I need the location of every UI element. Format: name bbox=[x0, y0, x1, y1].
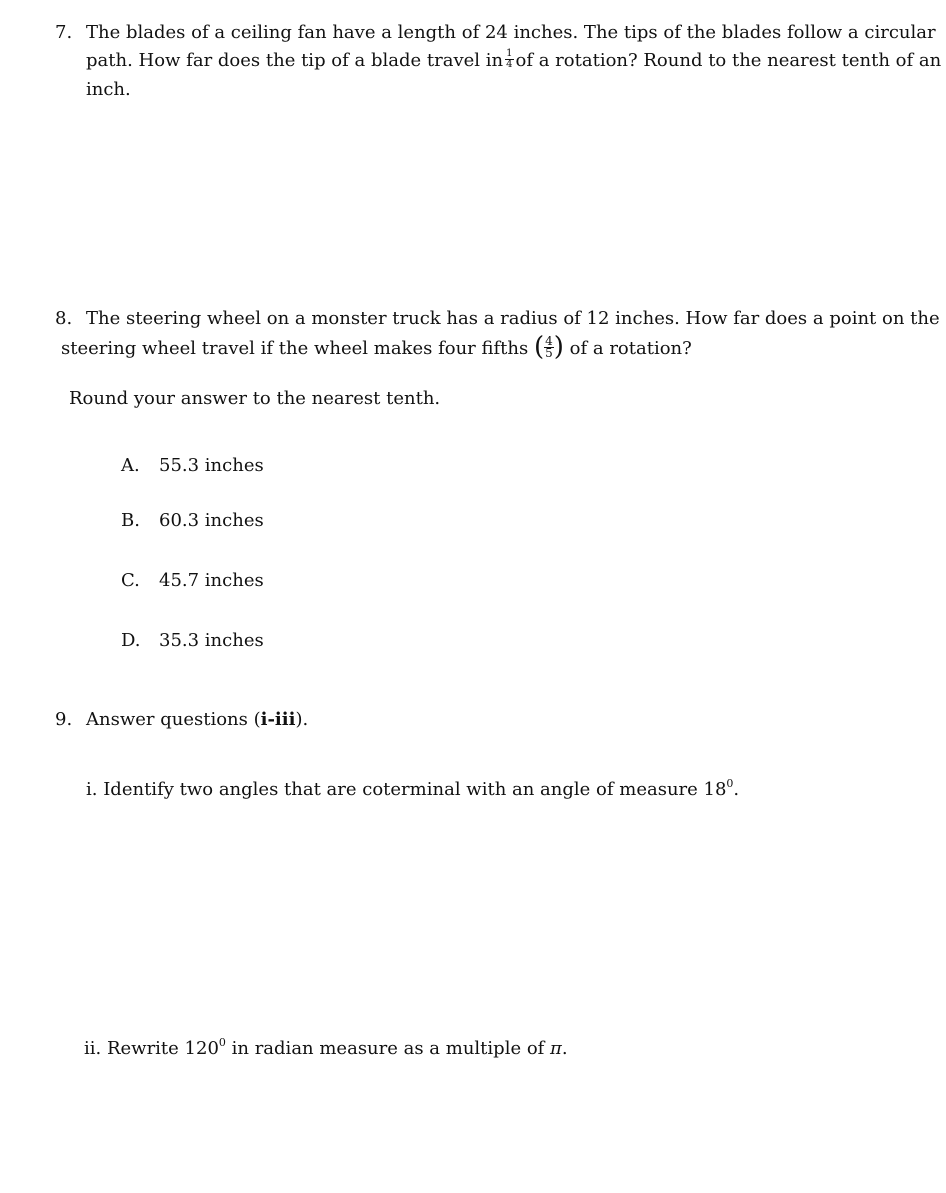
choice-letter: B. bbox=[121, 510, 140, 531]
q9-number: 9. bbox=[55, 709, 73, 730]
q9-part-ii-degree: 0 bbox=[218, 1036, 226, 1049]
q8-line2-text-b: of a rotation? bbox=[569, 338, 692, 359]
q9-part-i bbox=[86, 775, 739, 804]
q9-part-i-degree: 0 bbox=[726, 777, 734, 790]
choice-text: 35.3 inches bbox=[159, 630, 264, 651]
choice-text: 55.3 inches bbox=[159, 455, 264, 476]
q8-choice-b[interactable] bbox=[121, 506, 264, 535]
q7-fraction-numerator: 1 bbox=[506, 47, 513, 59]
q9-prompt-bold: i-iii bbox=[260, 709, 296, 730]
q7-line2 bbox=[86, 46, 941, 75]
q8-number: 8. bbox=[55, 308, 73, 329]
q9-part-i-text: i. Identify two angles that are coterminal with an angle of measure 18 bbox=[86, 779, 727, 800]
q8-line2 bbox=[61, 334, 692, 363]
choice-letter: C. bbox=[121, 570, 140, 591]
q8-paren-close: ) bbox=[553, 332, 564, 362]
q7-line3: inch. bbox=[86, 79, 131, 100]
choice-text: 45.7 inches bbox=[159, 570, 264, 591]
choice-letter: A. bbox=[121, 455, 140, 476]
q8-line1: The steering wheel on a monster truck has a radius of 12 inches. How far does a point on the bbox=[86, 308, 940, 329]
q8-fraction-denominator: 5 bbox=[545, 345, 553, 360]
choice-text: 60.3 inches bbox=[159, 510, 264, 531]
q8-line2-text-a: steering wheel travel if the wheel makes four fifths bbox=[61, 338, 529, 359]
q9-part-ii-period: . bbox=[561, 1038, 568, 1059]
q8-paren-open: ( bbox=[533, 332, 545, 362]
q9-part-ii-text-a: ii. Rewrite 120 bbox=[84, 1038, 219, 1059]
q7-number: 7. bbox=[55, 22, 73, 43]
choice-letter: D. bbox=[121, 630, 141, 651]
q7-fraction-denominator: 4 bbox=[506, 58, 513, 70]
q8-choice-d[interactable] bbox=[121, 626, 264, 655]
q7-line1: The blades of a ceiling fan have a length of 24 inches. The tips of the blades follow a circular bbox=[86, 22, 936, 43]
q7-line2-text-a: path. How far does the tip of a blade travel in bbox=[86, 50, 504, 71]
q9-part-ii-text-b: in radian measure as a multiple of bbox=[225, 1038, 551, 1059]
q9-prompt bbox=[86, 705, 308, 734]
q9-part-ii bbox=[84, 1034, 568, 1063]
q8-instruction: Round your answer to the nearest tenth. bbox=[69, 388, 441, 409]
q9-part-ii-pi: π bbox=[550, 1038, 562, 1059]
q9-part-i-period: . bbox=[733, 779, 740, 800]
q9-prompt-text-b: ). bbox=[295, 709, 309, 730]
q8-choice-a[interactable] bbox=[121, 451, 264, 480]
q8-fraction bbox=[544, 333, 554, 360]
q8-choice-c[interactable] bbox=[121, 566, 264, 595]
q8-fraction-numerator: 4 bbox=[545, 333, 553, 348]
q7-line2-text-b: of a rotation? Round to the nearest tenth of an bbox=[515, 50, 942, 71]
q7-fraction bbox=[505, 49, 513, 70]
q9-prompt-text-a: Answer questions ( bbox=[86, 709, 261, 730]
